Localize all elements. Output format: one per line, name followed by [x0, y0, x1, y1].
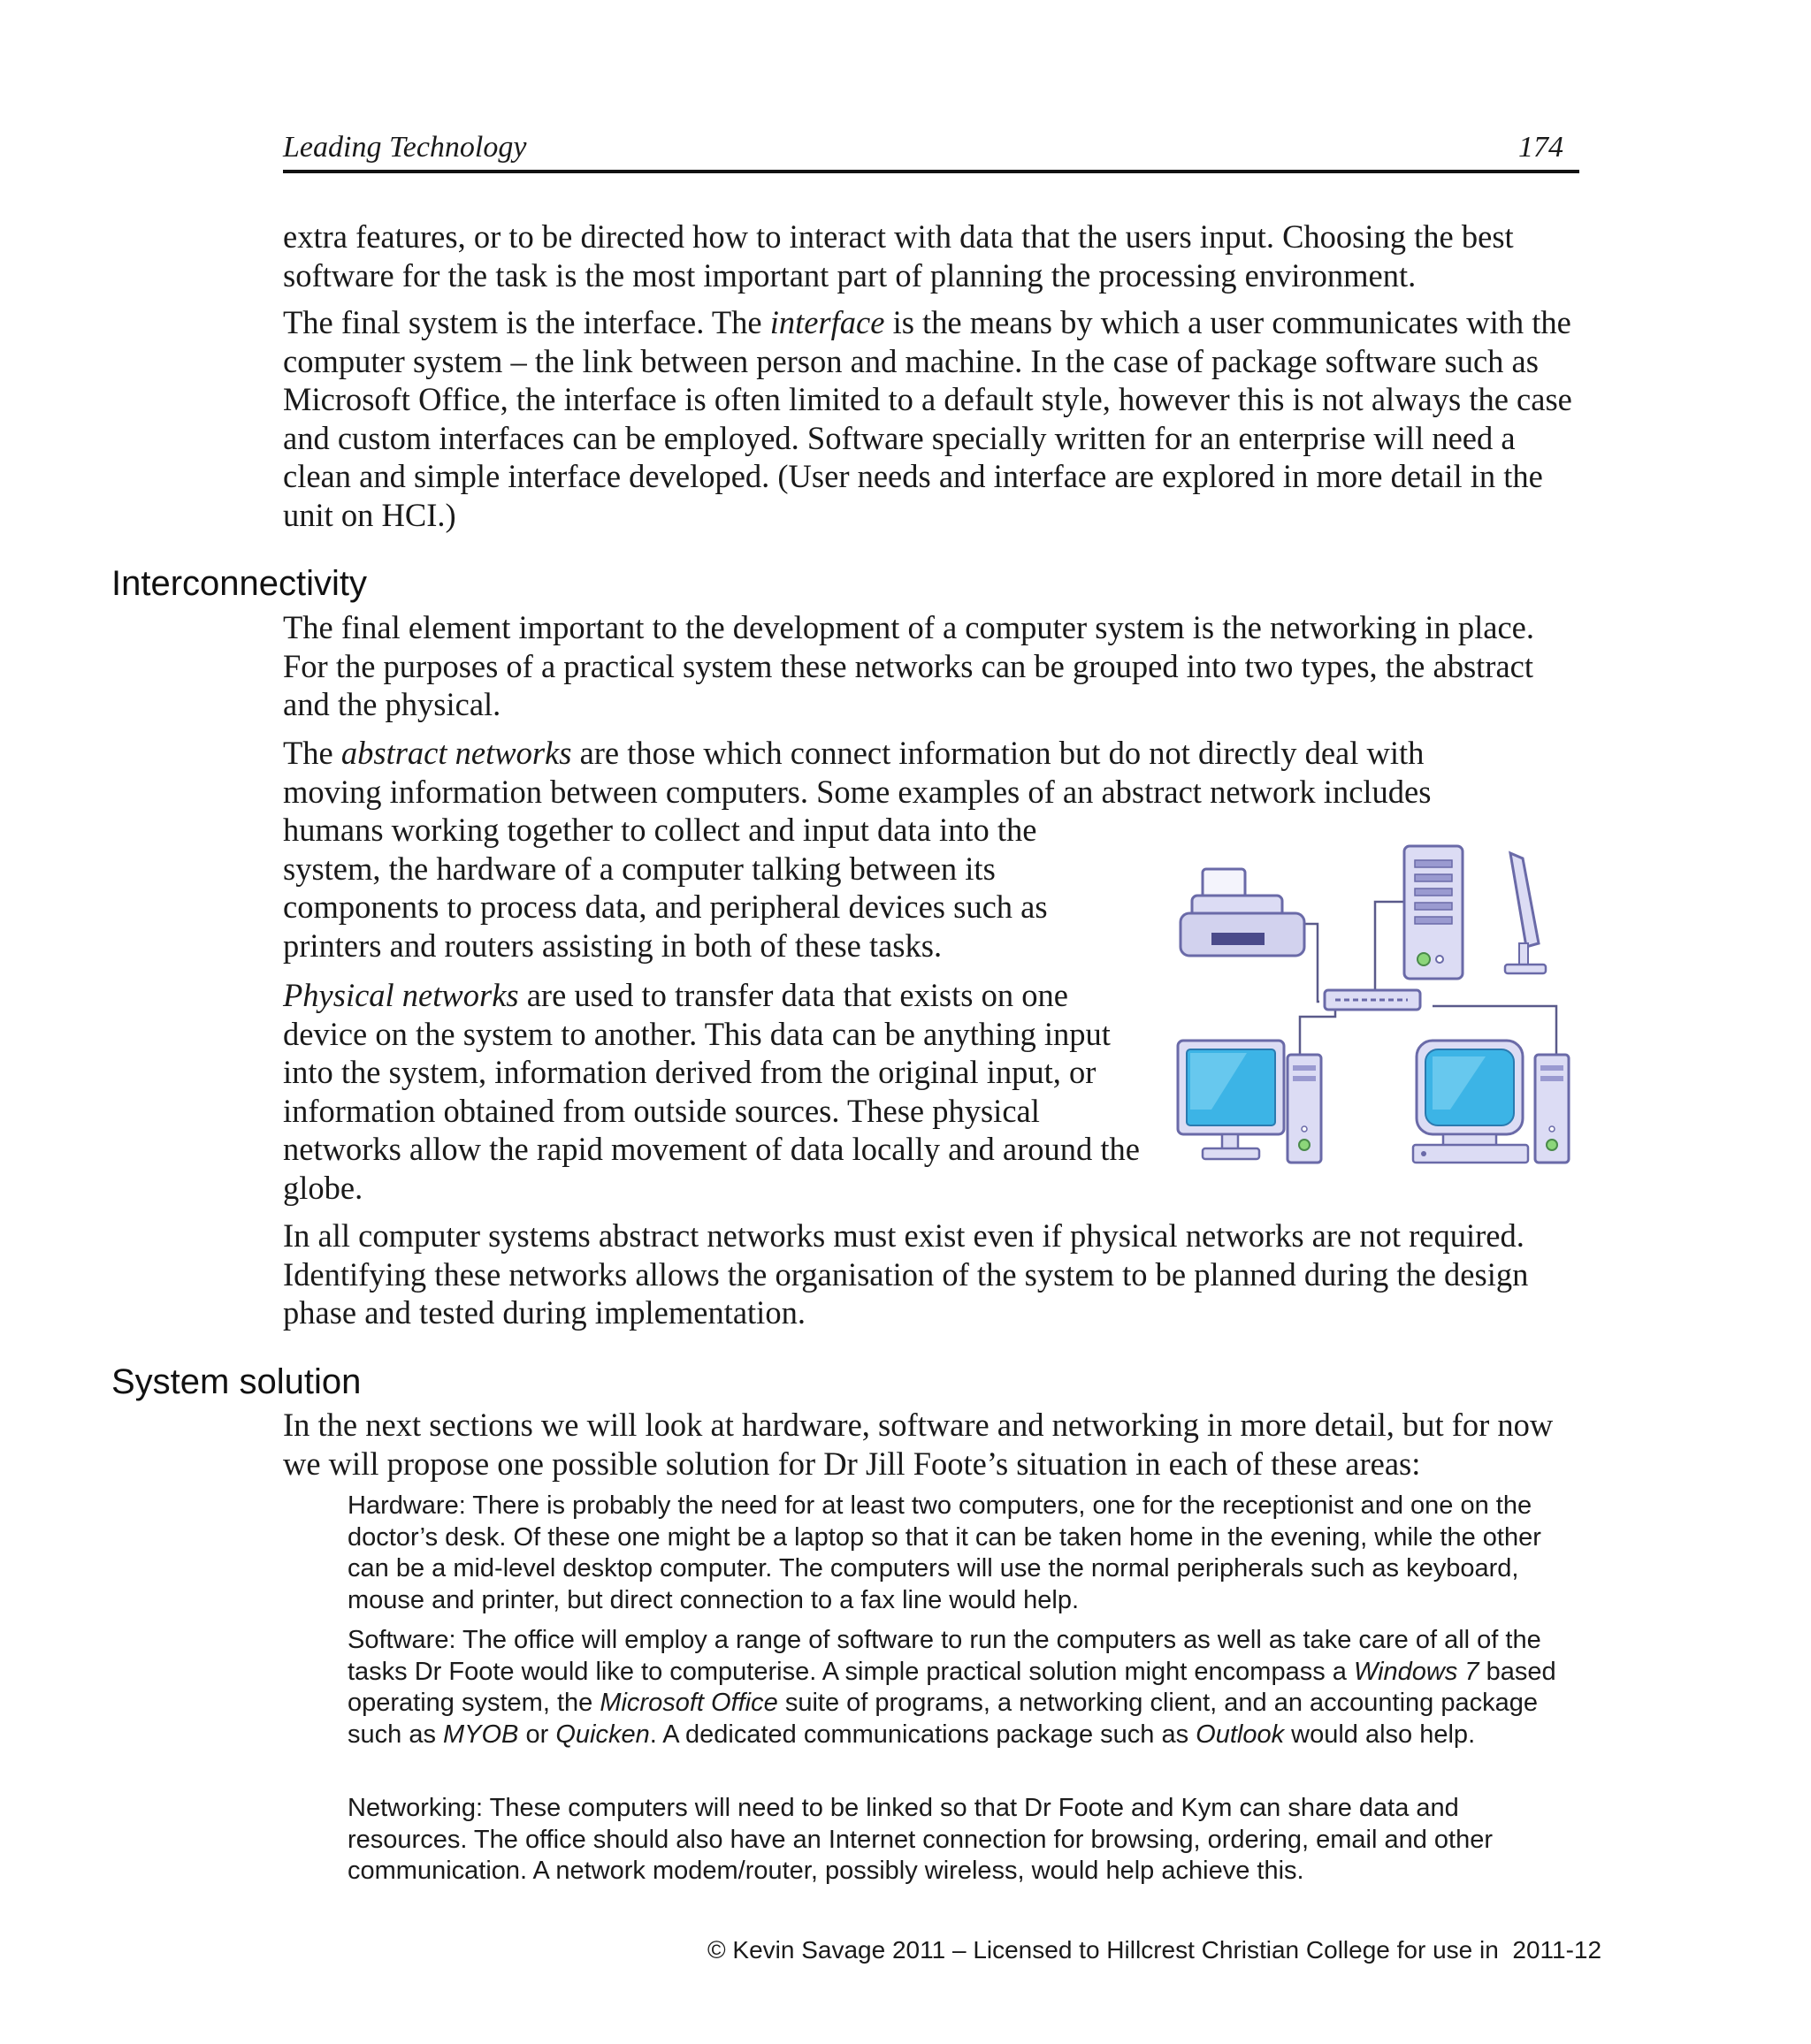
cable-hub-pc1 — [1300, 1008, 1335, 1055]
physical-networks-paragraph — [283, 976, 1158, 1207]
heading-system-solution: System solution — [111, 1362, 362, 1401]
desktop-computer-1-icon — [1178, 1041, 1321, 1163]
paragraph-text: humans working together to collect and input data into the system, the hardware of a computer talking between its components to process data, and peripheral devices such as printers and routers assisting in both of these tasks. — [283, 812, 1048, 964]
copyright-footer: © Kevin Savage 2011 – Licensed to Hillcrest Christian College for use in 2011-12 — [707, 1936, 1602, 1964]
product-name: MYOB — [443, 1720, 519, 1749]
interconnectivity-paragraph-1 — [283, 608, 1583, 724]
intro-paragraph-2 — [283, 303, 1583, 534]
printer-icon — [1181, 869, 1304, 956]
router-hub-icon — [1325, 990, 1420, 1010]
networking-text: Networking: These computers will need to be linked so that Dr Foote and Kym can share data and resources. The office should also have an Internet connection for browsing, ordering, email and other communication. A network modem/router, possibly wireless, would help achieve this. — [348, 1794, 1494, 1885]
network-illustration — [1176, 844, 1572, 1176]
text-run: suite of programs, a networking client, and an accounting package such as — [348, 1689, 1539, 1749]
paragraph-text: In the next sections we will look at hardware, software and networking in more detail, but for now we will propose one possible solution for Dr Jill Foote’s situation in each of these areas: — [283, 1407, 1554, 1482]
book-title: Leading Technology — [283, 131, 527, 164]
paragraph-text: In all computer systems abstract networks must exist even if physical networks are not required. Identifying these networks allows the organisation of the system to be planned during the design phase and tested during implementation. — [283, 1217, 1529, 1331]
text-run: . A dedicated communications package such as — [649, 1720, 1196, 1749]
paragraph-text — [283, 976, 1158, 1207]
text-run: The final system is the interface. The — [283, 304, 770, 340]
desktop-computer-2-icon — [1413, 1041, 1569, 1163]
intro-paragraph-1: extra features, or to be directed how to interact with data that the users input. Choosing the best software for the task is the most important part of planning the processing environment. — [283, 218, 1514, 294]
term-physical-networks: Physical networks — [283, 977, 519, 1013]
term-interface: interface — [769, 304, 885, 340]
solution-software — [348, 1625, 1586, 1750]
product-name: Outlook — [1196, 1720, 1285, 1749]
text-run: is the means by which a user communicates with the computer system – the link between person and machine. In the case of package software such as Microsoft Office, the interface is often limited to a default style, however this is not always the case and custom interfaces can be employed. Software specially written for an enterprise will need a clean and simple interface developed. (User needs and interface are explored in more detail in the unit on HCI.) — [283, 304, 1572, 533]
text-run: based operating system, the — [348, 1657, 1556, 1717]
text-run: would also help. — [1284, 1720, 1476, 1749]
text-run: or — [518, 1720, 556, 1749]
text-run: are those which connect information but do not directly deal with — [571, 735, 1425, 771]
server-tower-icon — [1404, 846, 1463, 979]
software-text — [348, 1625, 1586, 1750]
product-name: Windows 7 — [1353, 1657, 1479, 1686]
monitor-side-icon — [1505, 853, 1546, 973]
cable-hub-tower — [1375, 902, 1404, 999]
text-run: The — [283, 735, 341, 771]
interconnectivity-paragraph-4 — [283, 1216, 1583, 1332]
text-run: Software: The office will employ a range of software to run the computers as well as take care of all of the tasks Dr Foote would like to computerise. A simple practical solution might encompass a — [348, 1626, 1541, 1686]
solution-networking — [348, 1793, 1586, 1888]
system-solution-intro — [283, 1406, 1583, 1483]
running-header — [283, 126, 1579, 173]
solution-hardware — [348, 1491, 1586, 1616]
product-name: Quicken — [555, 1720, 650, 1749]
term-abstract-networks: abstract networks — [340, 735, 572, 771]
hardware-text: Hardware: There is probably the need for at least two computers, one for the receptionist and one on the doctor’s desk. Of these one might be a laptop so that it can be taken home in the evening, while the other can be a mid-level desktop computer. The computers will use the normal peripherals such as keyboard, mouse and printer, but direct connection to a fax line would help. — [348, 1491, 1541, 1614]
intro-section — [283, 217, 1583, 534]
text-run: are used to transfer data that exists on one device on the system to another. This data can be anything input into the system, information derived from the original input, or information obtained from outside sources. These physical networks allow the rapid movement of data locally and around the globe. — [283, 977, 1140, 1206]
product-name: Microsoft Office — [600, 1689, 778, 1717]
paragraph-line — [283, 734, 1583, 773]
paragraph-line: moving information between computers. Some examples of an abstract network includes — [283, 773, 1432, 810]
page-number: 174 — [1518, 131, 1563, 164]
heading-interconnectivity: Interconnectivity — [111, 564, 368, 603]
paragraph-text: The final element important to the development of a computer system is the networking in place. For the purposes of a practical system these networks can be grouped into two types, the abstract and the physical. — [283, 609, 1534, 722]
